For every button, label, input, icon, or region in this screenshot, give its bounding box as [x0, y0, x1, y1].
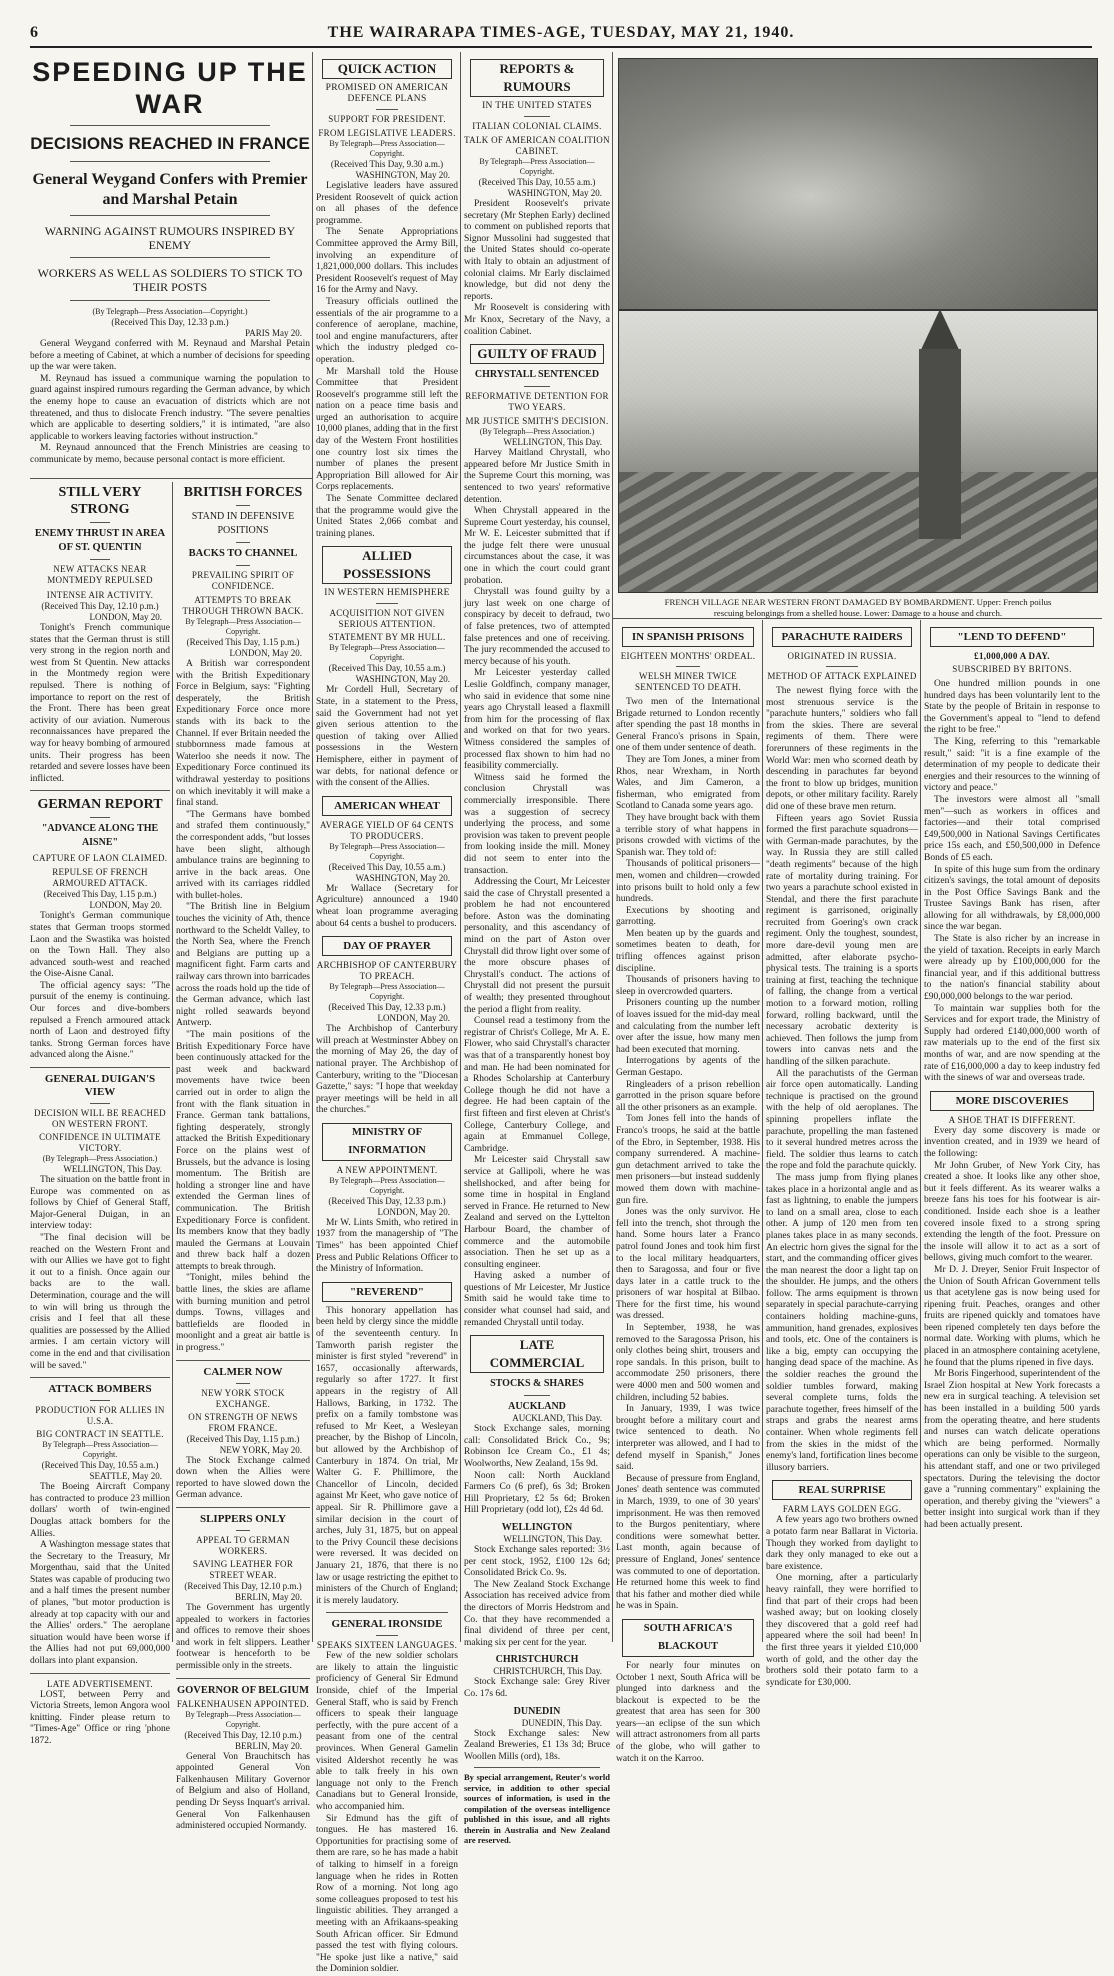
photo-upper-soldiers: [619, 59, 1097, 309]
divider: [236, 565, 250, 566]
attack-bombers-deck-2: BIG CONTRACT IN SEATTLE.: [36, 1429, 164, 1440]
divider: [236, 1383, 250, 1384]
attack-bombers-credit: By Telegraph—Press Association—Copyright.: [42, 1440, 158, 1460]
british-forces-deck-2: BACKS TO CHANNEL: [188, 548, 298, 559]
calmer-now-received: (Received This Day, 1.15 p.m.): [186, 1433, 300, 1444]
paragraph: The Senate Committee declared that the programme would give the United States 2,066 combat and training planes.: [316, 494, 458, 539]
day-of-prayer-deck-1: ARCHBISHOP OF CANTERBURY TO PREACH.: [316, 960, 458, 982]
paragraph: They are Tom Jones, a miner from Rhos, near Wrexham, in North Wales, and Jim Cameron, a fisherman, who emigrated from Scotland to Canada some years ago.: [616, 754, 760, 812]
paragraph: Legislative leaders have assured President Roosevelt of quick action on all phases of the defence programme.: [316, 181, 458, 226]
paragraph: Mr Wallace (Secretary for Agriculture) announced a 1940 wheat loan programme averaging about 64 cents a bushel to producers.: [316, 883, 458, 929]
paragraph: Thousands of political prisoners—men, women and children—crowded into prisons built to hold only a few hundreds.: [616, 859, 760, 905]
paragraph: A few years ago two brothers owned a potato farm near Ballarat in Victoria. Though they worked from daylight to dark they only managed to eke out a bare existence.: [766, 1515, 918, 1572]
caption-line-1: FRENCH VILLAGE NEAR WESTERN FRONT DAMAGED BY BOMBARDMENT. Upper: French poilus: [664, 597, 1052, 607]
reports-rumours-received: (Received This Day, 10.55 a.m.): [478, 177, 596, 187]
auckland-dateline: AUCKLAND, This Day.: [512, 1413, 602, 1424]
paragraph: Mr W. Lints Smith, who retired in 1937 from the managership of "The Times" has been appointed Chief Press and Public Relations Officer to the Ministry of Information.: [316, 1217, 458, 1275]
still-strong-received: (Received This Day, 12.10 p.m.): [41, 601, 159, 611]
paragraph: The mass jump from flying planes takes place in a horizontal angle and as fast as lightning, to enable the jumpers to land on a small area, close to each other. A jump of 120 men from ten planes takes place in as many seconds. An electric horn gives the signal for the start, and the commanding officer gives the man nearest the door a light tap on the shoulder. He jumps, and the others follow. The arms equipment is thrown separately in special parachute-carrying containers holding machine-guns, ammunition, hand grenades, explosives and tools, etc. One of the containers is like a big, empty can occupying the hanging dead space of the machine. As the soldier reaches the ground the soldier tumbles forward, making several complete turns, folds the parachute together, frees himself of the straps and grabs the nearest arms container. When whole regiments fell from the skies in the midst of the enemy's land, fortification lines become illusory barriers.: [766, 1172, 918, 1473]
american-wheat-received: (Received This Day, 10.55 a.m.): [328, 861, 446, 872]
reports-rumours-deck-1: IN THE UNITED STATES: [482, 101, 592, 111]
british-forces-received: (Received This Day, 1.15 p.m.): [186, 637, 300, 647]
paragraph: M. Reynaud has issued a communique warning the population to guard against inspired rumours regarding the German advance, by which the enemy hope to cause an evacuation of districts which are not threatened, and thus to dislocate French industry. "The severe penalties which are applicable to deserting soldiers," it is intimated, "are also applicable to workers leaving factories without instruction.": [30, 373, 310, 442]
late-ad-text: LOST, between Perry and Victoria Streets, lemon Angora wool knitting. Finder please return to "Times-Age" Office or ring 'phone 1872.: [30, 1689, 170, 1746]
paragraph: Counsel read a testimony from the registrar of Christ's College, Mr A. E. Flower, who said Chrystall's character was that of a transparently honest boy and man. He had been nominated for a Rhodes Scholarship at Canterbury College though he did not have a degree. He had been captain of the first fifteen and first eleven at Christ's College, Canterbury College, and again at Emmanuel College, Cambridge.: [464, 1016, 610, 1154]
guilty-fraud-deck-1: CHRYSTALL SENTENCED: [474, 369, 600, 381]
late-commercial-deck-1: STOCKS & SHARES: [490, 1378, 584, 1390]
reports-rumours-credit: By Telegraph—Press Association—Copyright.: [479, 157, 595, 176]
calmer-now-deck-1: NEW YORK STOCK EXCHANGE.: [201, 1387, 285, 1409]
south-africa-headline: SOUTH AFRICA'S BLACKOUT: [622, 1619, 754, 1657]
column-rule: [920, 620, 921, 1642]
quick-action-deck-2: SUPPORT FOR PRESIDENT.: [328, 114, 446, 124]
slippers-deck-2: SAVING LEATHER FOR STREET WEAR.: [192, 1559, 294, 1580]
column-rule: [312, 52, 313, 1642]
column-british: [176, 484, 311, 1832]
paragraph: General Von Brauchitsch has appointed General Von Falkenhausen Military Governor of Belgium and also of Holland, pending Dr Seyss Inquart's arrival. General Von Falkenhausen administered occupied Normandy.: [176, 1751, 310, 1832]
paragraph: A British war correspondent with the British Expeditionary Force in Belgium, says: "Fighting desperately, the British Expeditionary Force once more stands with its back to the Channel. If ever Britain needed the stubbornness made famous at Waterloo she needs it now. The Expeditionary Force continued its withdrawal yesterday to positions on which inevitably it will make a final stand.: [176, 659, 310, 809]
day-of-prayer-credit: By Telegraph—Press Association—Copyright.: [329, 982, 445, 1002]
duigan-deck-2: CONFIDENCE IN ULTIMATE VICTORY.: [39, 1132, 161, 1154]
lead-dateline: PARIS May 20.: [245, 328, 302, 338]
ironside-deck-1: SPEAKS SIXTEEN LANGUAGES.: [316, 1640, 458, 1651]
paragraph: For nearly four minutes on October 1 next, South Africa will be plunged into darkness and the blackout is expected to be the greatest that area has seen for 300 years—an eclipse of the sun which will attract astronomers from all parts of the globe, who will gather to watch it on the Karroo.: [616, 1660, 760, 1764]
church-spire: [919, 309, 961, 354]
quick-action-deck-1: PROMISED ON AMERICAN DEFENCE PLANS: [325, 83, 449, 104]
divider: [176, 1678, 310, 1679]
governor-belgium-received: (Received This Day, 12.10 p.m.): [184, 1729, 302, 1740]
paragraph: A Washington message states that the Secretary to the Treasury, Mr Morgenthau, said that the United States was capable of producing two and a half times the present number of planes, "but motor production is already at top capacity with our and the Allies' orders." The aeroplane situation would have been worse if the Allies had not put 69,000,000 dollars into plant expansion.: [30, 1540, 170, 1667]
divider: [70, 300, 270, 301]
divider: [236, 542, 250, 543]
quick-action-headline: QUICK ACTION: [322, 59, 452, 79]
allied-possessions-dateline: WASHINGTON, May 20.: [355, 674, 450, 685]
divider: [176, 1360, 310, 1361]
paragraph: M. Reynaud announced that the French Ministries are ceasing to communicate by memo, because personal contact is more efficient.: [30, 443, 310, 465]
paragraph: Few of the new soldier scholars are likely to attain the linguistic proficiency of General Sir Edmund Ironside, chief of the Imperial General Staff, who is said by French officers to speak their language perfectly, with the pure accent of a peasant from one of the central provinces. When General Gamelin visited Aldershot recently he was able to talk freely in his own language not only to the French Canadians but to General Ironside, who accompanied him.: [316, 1651, 458, 1812]
paragraph: Two men of the International Brigade returned to London recently after spending the past 18 months in General Franco's prisons in Spain, one of them under sentence of death.: [616, 697, 760, 754]
divider: [236, 1530, 250, 1531]
paragraph: Mr Leicester said Chrystall saw service at Gallipoli, where he was shellshocked, and after being for some time in hospital in England served in France. He returned to New Zealand and served on the Lyttelton Harbour Board, the chamber of commerce and the automobile association. Then he set up as a consulting engineer.: [464, 1155, 610, 1270]
paragraph: They have brought back with them a terrible story of what happens in prisons crowded with victims of the Spanish war. They told of:: [616, 812, 760, 858]
day-of-prayer-received: (Received This Day, 12.33 p.m.): [328, 1002, 446, 1013]
ministry-information-headline: MINISTRY OF INFORMATION: [322, 1123, 452, 1161]
paragraph: All the parachutists of the German air force open automatically. Landing technique is practised on the ground with the help of old aeroplanes. The spinning propellers inflate the parachute, propelling the man fastened to it several hundred metres across the field. The soldier thus learns to catch the rope and fold the parachute quickly.: [766, 1068, 918, 1172]
british-forces-headline: BRITISH FORCES: [183, 485, 303, 500]
divider: [376, 109, 398, 110]
paragraph: The newest flying force with the most strenuous service is the "parachute hunters," soldiers who fall from the skies. There are several regiments of them. There were forerunners of these regiments in the World War: men who scorned death by descending in parachutes far beyond the front to blow up bridges, munition depots, or other military facility. Rarely did one of these brave men return.: [766, 686, 918, 812]
divider: [474, 1767, 600, 1768]
governor-belgium-headline: GOVERNOR OF BELGIUM: [176, 1684, 310, 1696]
divider: [70, 125, 270, 126]
paragraph: Mr Boris Fingerhood, superintendent of the Israel Zion hospital at New York forecasts a new era in surgical teaching. A television set has been installed in a building 500 yards from the operating theatre, and here students and nurses can watch delicate operations which are being performed. Normally operations can only be visible to the surgeon, his attendant staff, and one or two privileged spectators. During the televising the doctor gave a "running commentary" explaining the operation, and thereby giving the "viewers" a better insight into surgical work than if they had been actually present.: [924, 1369, 1100, 1530]
divider: [524, 1395, 550, 1396]
paragraph: The Stock Exchange calmed down when the Allies were reported to have slowed down the German advance.: [176, 1455, 310, 1501]
guilty-fraud-deck-3: MR JUSTICE SMITH'S DECISION.: [465, 416, 609, 427]
paragraph: "The main positions of the British Expeditionary Force have been continuously attacked for the past week and backward movements have twice been carried out in order to align the front with the flank situation in France. German tank battalions, fighting desperately, strongly attacked the British Expeditionary Force on the plains west of Brussels, but the advance is losing momentum. The British are holding a stronger line and have extended the German lines of communication. The British Expeditionary Force is confident. Its members know that they badly mauled the Germans at Louvain and threw back half a dozen attempts to break through.: [176, 1030, 310, 1272]
paragraph: Stock Exchange sales: New Zealand Breweries, £1 13s 3d; Bruce Woollen Mills (ord), 18s.: [464, 1728, 610, 1762]
still-strong-deck-3: INTENSE AIR ACTIVITY.: [46, 590, 154, 600]
guilty-fraud-headline: GUILTY OF FRAUD: [470, 344, 604, 364]
paragraph: The State is also richer by an increase in the yield of taxation. Receipts in early March were already up by £100,000,000 for the financial year, and if this additional buttress to the nation's financial stability about £90,000,000 belongs to the war period.: [924, 934, 1100, 1003]
attack-bombers-received: (Received This Day, 10.55 a.m.): [41, 1460, 159, 1471]
reports-rumours-headline: REPORTS & RUMOURS: [470, 59, 604, 97]
allied-possessions-headline: ALLIED POSSESSIONS: [322, 546, 452, 584]
paragraph: The situation on the battle front in Europe was commented on as follows by Chief of General Staff, Major-General Duigan, in an interview today:: [30, 1175, 170, 1232]
paragraph: The New Zealand Stock Exchange Association has received advice from the directors of Morris Hedstrom and Co. that they have recommended a final dividend of three per cent, making six per cent for the year.: [464, 1579, 610, 1648]
paragraph: "The British line in Belgium touches the vicinity of Ath, thence northward to the Scheldt Valley, to the North Sea, where the French and Belgians are putting up a magnificent fight. Farm carts and railway cars thrown into barricades across the roads hold up the tide of the German advance, which last night rolled seawards beyond Antwerp.: [176, 902, 311, 1029]
calmer-now-dateline: NEW YORK, May 20.: [219, 1444, 302, 1455]
guilty-fraud-dateline: WELLINGTON, This Day.: [503, 437, 602, 448]
paragraph: Tonight's French communique states that the German thrust is still very strong in the region north and west from St Quentin. New attacks in the Montmedy region were repulsed. There is nothing of importance to report on the rest of the Front. There has been great activity of our aviation. Numerous reconnaissances have prepared the way for heavy bombing of armoured units. Their progress has been retarded and severe losses have been inflicted.: [30, 623, 170, 784]
paragraph: The Government has urgently appealed to workers in factories and offices to remove their shoes and work in felt slippers. Leather footwear is henceforth to be permissible only in the streets.: [176, 1603, 310, 1671]
slippers-headline: SLIPPERS ONLY: [199, 1513, 287, 1525]
ministry-information-received: (Received This Day, 12.33 p.m.): [328, 1195, 446, 1206]
american-wheat-deck-1: AVERAGE YIELD OF 64 CENTS TO PRODUCERS.: [319, 819, 454, 841]
german-report-dateline: LONDON, May 20.: [89, 900, 162, 911]
ministry-information-deck-1: A NEW APPOINTMENT.: [336, 1164, 438, 1175]
divider: [90, 1103, 110, 1104]
lead-deck-1: DECISIONS REACHED IN FRANCE: [30, 134, 310, 153]
paragraph: Thousands of prisoners having to sleep in overcrowded quarters.: [616, 975, 760, 997]
divider: [524, 386, 550, 387]
divider: [30, 1067, 170, 1068]
lead-deck-4: WORKERS AS WELL AS SOLDIERS TO STICK TO THEIR POSTS: [37, 266, 303, 294]
ministry-information-dateline: LONDON, May 20.: [377, 1206, 450, 1217]
paragraph: Mr Marshall told the House Committee that President Roosevelt's programme still left the nation on a peace time basis and urged an authorisation to acquire 10,000 planes, adding that in the first day of the Western Front hostilities one country lost six times the number of planes the present Appropriation Bill allowed for Air Corps replacements.: [316, 366, 458, 493]
paragraph: "Tonight, miles behind the battle lines, the skies are aflame with burning munition and petrol dumps. Towns, villages and battlefields are flooded in moonlight and a great air battle is in progress.": [176, 1273, 310, 1354]
reports-rumours-deck-3: TALK OF AMERICAN COALITION CABINET.: [464, 135, 610, 156]
column-rule: [612, 52, 613, 1642]
dunedin-heading: DUNEDIN: [513, 1705, 561, 1717]
column-left: [30, 484, 170, 1746]
column-rule: [762, 620, 763, 1642]
quick-action-received: (Received This Day, 9.30 a.m.): [330, 159, 444, 169]
american-wheat-credit: By Telegraph—Press Association—Copyright.: [329, 841, 445, 861]
divider: [236, 505, 250, 506]
parachute-deck-1: ORIGINATED IN RUSSIA.: [787, 651, 897, 661]
late-commercial-headline: LATE COMMERCIAL: [470, 1335, 604, 1373]
quick-action-dateline: WASHINGTON, May 20.: [355, 170, 450, 180]
divider: [30, 790, 170, 791]
duigan-dateline: WELLINGTON, This Day.: [63, 1164, 162, 1175]
lead-received: (Received This Day, 12.33 p.m.): [111, 317, 229, 327]
photo-caption: [618, 597, 1098, 619]
day-of-prayer-dateline: LONDON, May 20.: [377, 1013, 450, 1024]
paragraph: Treasury officials outlined the essentials of the air programme to a conference of aeroplane, machine, tool and engine manufacturers, after which the industry pledged co-operation.: [316, 296, 458, 365]
paragraph: In spite of this huge sum from the ordinary citizen's savings, the total amount of deposits in the Post Office Savings Bank and the Trustee Savings Bank has risen, after allowing for all withdrawals, by £8,000,000 since the war began.: [924, 864, 1100, 933]
paragraph: In January, 1939, I was twice brought before a military court and twice sentenced to death. No interpreter was allowed, and I had to defend myself in Spanish," Jones said.: [616, 1404, 760, 1473]
british-forces-credit: By Telegraph—Press Association—Copyright.: [185, 617, 301, 636]
paragraph: "The final decision will be reached on the Western Front and with our Allies we have got to fight it out to a finish. Once again our backs are to the wall. Determination, courage and the will to win will bring us through the crisis and I feel that all these qualities are possessed by the Allied armies. I am certain victory will come in the end and that civilisation will be saved.": [30, 1233, 170, 1371]
wellington-heading: WELLINGTON: [501, 1522, 573, 1533]
still-strong-headline: STILL VERY STRONG: [58, 485, 142, 517]
divider: [376, 603, 398, 604]
christchurch-dateline: CHRISTCHURCH, This Day.: [493, 1666, 602, 1677]
duigan-headline: GENERAL DUIGAN'S VIEW: [44, 1073, 156, 1099]
paragraph: Executions by shooting and garrotting.: [616, 905, 760, 928]
paragraph: Mr Cordell Hull, Secretary of State, in a statement to the Press, said the Government had not yet given serious attention to the question of taking over Allied possessions in the Western Hemisphere, either in payment of war debts, for national defence or with the consent of the Allies.: [316, 685, 458, 789]
calmer-now-deck-2: ON STRENGTH OF NEWS FROM FRANCE.: [188, 1411, 298, 1433]
lead-deck-3: WARNING AGAINST RUMOURS INSPIRED BY ENEMY: [44, 224, 296, 252]
day-of-prayer-headline: DAY OF PRAYER: [322, 936, 452, 956]
paragraph: Mr John Gruber, of New York City, has created a shoe. It looks like any other shoe, but it feels different. As its wearer walks a breeze fans his toes for his footwear is air-conditioned. Inside each shoe is a leather covered insole fixed to a strong spring extending the length of the foot. Pressure on the insole will allow it to act as a sort of bellows, giving much comfort to the wearer.: [924, 1160, 1100, 1264]
reverend-headline: "REVEREND": [322, 1282, 452, 1302]
divider: [826, 666, 858, 667]
divider: [90, 522, 110, 523]
column-quick-action: [316, 56, 458, 1975]
paragraph: Mr Roosevelt is considering with Mr Knox, Secretary of the Navy, a coalition Cabinet.: [464, 303, 610, 337]
governor-belgium-dateline: BERLIN, May 20.: [235, 1740, 302, 1751]
lend-defend-deck-1: £1,000,000 A DAY.: [974, 651, 1050, 661]
spanish-prisons-deck-2: WELSH MINER TWICE SENTENCED TO DEATH.: [634, 671, 742, 692]
paragraph: Every day some discovery is made or invention created, and in 1939 we heard of the following:: [924, 1125, 1100, 1159]
paragraph: Witness said he formed the conclusion Chrystall was commercially irresponsible. There was a suggestion of secrecy underlying the process, and some provision was taken to prevent people from looking inside the mill. Money did not seem to enter into the transaction.: [464, 772, 610, 876]
american-wheat-headline: AMERICAN WHEAT: [322, 796, 452, 816]
caption-line-2: rescuing belongings from a shelled house. Lower: Damage to a house and church.: [713, 608, 1003, 618]
divider: [90, 817, 110, 818]
slippers-deck-1: APPEAL TO GERMAN WORKERS.: [196, 1535, 290, 1556]
divider: [70, 257, 270, 258]
real-surprise-headline: REAL SURPRISE: [772, 1480, 912, 1500]
duigan-deck-1: DECISION WILL BE REACHED ON WESTERN FRONT.: [34, 1108, 166, 1130]
paragraph: Stock Exchange sales reported: 3½ per cent stock, 1952, £100 12s 6d; Consolidated Brick Co. 9s.: [464, 1545, 610, 1579]
slippers-dateline: BERLIN, May 20.: [235, 1592, 302, 1602]
divider: [376, 1635, 398, 1636]
paragraph: Having asked a number of questions of Mr Leicester, Mr Justice Smith said he would take time to consider what counsel had said, and remanded Chrystall until today.: [464, 1271, 610, 1328]
late-ad-headline: LATE ADVERTISEMENT.: [47, 1678, 153, 1689]
more-discoveries-deck-1: A SHOE THAT IS DIFFERENT.: [948, 1114, 1076, 1125]
ministry-information-credit: By Telegraph—Press Association—Copyright.: [329, 1175, 445, 1195]
column-rule: [172, 482, 173, 1642]
guilty-fraud-credit: (By Telegraph—Press Association.): [479, 427, 595, 437]
paragraph: The official agency says: "The pursuit of the enemy is continuing. Our forces and dive-bombers repulsed a French armoured attack north of Laon and destroyed fifty tanks. Strong German forces have advanced along the Aisne.": [30, 980, 170, 1061]
german-report-received: (Received This Day, 1.15 p.m.): [43, 889, 157, 900]
british-forces-deck-3: PREVAILING SPIRIT OF CONFIDENCE.: [191, 570, 295, 591]
paragraph: The Archbishop of Canterbury will preach at Westminster Abbey on the morning of May 26, the day of national prayer. The Archbishop of Canterbury, writing to the "Diocesan Gazette," says: "I hope that weekday prayer meetings will be held in all the churches.": [316, 1024, 458, 1116]
attack-bombers-dateline: SEATTLE, May 20.: [89, 1471, 162, 1482]
paragraph: Jones was the only survivor. He fell into the trench, shot through the hand. Some hours later a Franco patrol found Jones and took him first to the local military headquarters, then to Saragossa, and four or five days later in a cattle truck to the prisoners of war hospital at Bilbao. There for the first time, his wound was dressed.: [616, 1207, 760, 1322]
duigan-credit: (By Telegraph—Press Association.): [42, 1154, 158, 1164]
paragraph: Sir Edmund has the gift of tongues. He has mastered 16. Opportunities for practising some of them are rare, so he has made a habit of talking to himself in a foreign language when he rides in Rotten Row of a morning. Not long ago some colleagues proposed to test his linguistic abilities. They arranged a meeting with an Afrikaans-speaking South African officer. Sir Edmund passed the test with flying colours. "He spoke just like a native," said the Dominion soldier.: [316, 1813, 458, 1975]
divider: [524, 116, 550, 117]
masthead: [30, 22, 1092, 48]
lead-credit: (By Telegraph—Press Association—Copyright.): [92, 307, 248, 316]
paragraph: "The Germans have bombed and strafed them continuously," the correspondent adds, "but losses have been slight, although ambulance trains are beginning to arrive in the back areas. One arrived with its carriages riddled with bullet-holes.: [176, 809, 310, 901]
photo-rubble: [619, 472, 1097, 592]
paragraph: The King, referring to this "remarkable result," said: "it is a fine example of the determination of my people to dedicate their energies and their resources to the winning of victory and peace.": [924, 736, 1100, 794]
war-photo: [618, 58, 1098, 593]
allied-possessions-deck-2: ACQUISITION NOT GIVEN SERIOUS ATTENTION.: [329, 608, 445, 630]
paragraph: To maintain war supplies both for the Services and for export trade, the Ministry of Supply had ordered £140,000,000 worth of raw materials up to the end of the first six months of war, and are now spending at the rate of £16,000,000 a day to keep industry fed with the sinews of war and overseas trade.: [924, 1003, 1100, 1084]
column-reports: [464, 56, 610, 1846]
divider: [176, 1507, 310, 1508]
reports-rumours-dateline: WASHINGTON, May 20.: [507, 188, 602, 198]
wellington-dateline: WELLINGTON, This Day.: [503, 1534, 602, 1544]
still-strong-dateline: LONDON, May 20.: [89, 612, 162, 622]
quick-action-deck-3: FROM LEGISLATIVE LEADERS.: [318, 128, 456, 138]
newspaper-title: THE WAIRARAPA TIMES-AGE, TUESDAY, MAY 21, 1940.: [327, 24, 795, 41]
divider: [70, 161, 270, 162]
section-rule: [30, 478, 312, 479]
lead-story: [30, 56, 310, 476]
calmer-now-headline: CALMER NOW: [203, 1365, 283, 1378]
paragraph: Ringleaders of a prison rebellion garrotted in the prison square before all the other prisoners as an example.: [616, 1079, 760, 1113]
divider: [90, 1400, 110, 1401]
lead-body: [30, 339, 310, 467]
guilty-fraud-deck-2: REFORMATIVE DETENTION FOR TWO YEARS.: [465, 391, 609, 413]
lend-defend-headline: "LEND TO DEFEND": [930, 627, 1094, 647]
allied-possessions-credit: By Telegraph—Press Association—Copyright.: [329, 643, 445, 663]
column-rule: [460, 52, 461, 1642]
paragraph: This honorary appellation has been held by clergy since the middle of the seventeenth century. In Tamworth parish register the minister is first styled "reverend" in 1657, occasionally afterwards, regularly so after 1727. It first appears in the registry of All Hallows, Barking, in 1732. The prefix on a family tombstone was refused to Mr Keet, a Wesleyan preacher, by the Bishop of Lincoln, but allowed by the Archbishop of Canterbury in 1874. On trial, Mr Walter G. F. Phillimore, the Chancellor of Lincoln, decided against Mr Keet, who gave notice of appeal. Sir R. Phillimore gave a similar decision in the court of arches, July 31, 1875, but on appeal to the Privy Council these decisions were reversed. It was decided on January 21, 1876, that there is no law or usage restricting the epithet to ministers of the Church of England; it is merely laudatory.: [316, 1305, 458, 1606]
allied-possessions-deck-3: STATEMENT BY MR HULL.: [328, 632, 446, 643]
governor-belgium-credit: By Telegraph—Press Association—Copyright.: [185, 1709, 301, 1729]
paragraph: In September, 1938, he was removed to the Saragossa Prison, his only clothes being shirt, trousers and rope sandals. In this prison, built to accommodate 250 prisoners, there were 4000 men and 500 women and children, including 52 babies.: [616, 1323, 760, 1403]
christchurch-heading: CHRISTCHURCH: [495, 1654, 579, 1666]
reuters-note: By special arrangement, Reuter's world service, in addition to other special sources of information, is used in the compilation of the overseas intelligence published in this issue, and all rights therein in Australia and New Zealand are reserved.: [464, 1772, 610, 1846]
divider: [70, 215, 270, 216]
divider: [676, 666, 700, 667]
quick-action-credit: By Telegraph—Press Association—Copyright.: [329, 139, 445, 158]
governor-belgium-deck-1: FALKENHAUSEN APPOINTED.: [176, 1698, 310, 1709]
attack-bombers-headline: ATTACK BOMBERS: [48, 1383, 152, 1396]
more-discoveries-headline: MORE DISCOVERIES: [930, 1091, 1094, 1111]
ironside-headline: GENERAL IRONSIDE: [331, 1618, 443, 1631]
paragraph: Interrogations by agents of the German Gestapo.: [616, 1056, 760, 1078]
paragraph: Men beaten up by the guards and sometimes beaten to death, for trifling offences against prison discipline.: [616, 928, 760, 974]
paragraph: The investors were almost all "small men"—such as workers in offices and factories—and their total comprised £49,500,000 in National Savings Certificates price 15s each, and £50,500,000 in Defence Bonds of £5 each.: [924, 794, 1100, 863]
german-report-deck-3: REPULSE OF FRENCH ARMOURED ATTACK.: [52, 867, 148, 889]
paragraph: President Roosevelt's private secretary (Mr Stephen Early) declined to comment on published reports that Signor Mussolini had suggested that the United States should co-operate with Italy to obtain an adjustment of colonial claims. Mr Early disclaimed knowledge, but did not deny the reports.: [464, 199, 610, 302]
still-strong-deck-2: NEW ATTACKS NEAR MONTMEDY REPULSED: [47, 564, 153, 585]
divider: [90, 559, 110, 560]
paragraph: Fifteen years ago Soviet Russia formed the first parachute squadrons—with German-made parachutes, by the way. In Russia they are still called "death regiments" because of the high rate of mortality during training. For two years a parachute school existed in Stendal, and there the first parachute regiment is garrisoned, originally recruited from Goering's own crack regiment. Only the toughest, soundest, more dare-devil young men are admitted, after elaborate psycho-physical tests. The training is a sports training at first, teaching the technique of falling, the change from a vertical motion to a forward motion, rolling forward, rolling backward, until the necessary acrobatic dexterity is achieved. Then follows the jump from towers into canvas nets and the handling of the silken parachute.: [766, 813, 918, 1067]
paragraph: When Chrystall appeared in the Supreme Court yesterday, his counsel, Mr W. E. Leicester submitted that if the judge felt there were unusual circumstances about the case, it was one in which the court could grant probation.: [464, 506, 610, 586]
auckland-heading: AUCKLAND: [508, 1401, 566, 1413]
paragraph: Tonight's German communique states that German troops stormed Laon and the Swastika was hoisted on the Town Hall. They also advanced south-west and reached the Oise-Aisne Canal.: [30, 911, 170, 980]
column-lend-to-defend: [924, 624, 1100, 1644]
paragraph: Noon call: North Auckland Farmers Co (6 pref), 6s 3d; Broken Hill Proprietary, £2 5s 6d; Broken Hill Proprietary (odd lot), £2s 4d 6d.: [464, 1470, 610, 1516]
paragraph: Prisoners counting up the number of loaves issued for the mid-day meal and calculating from the number left over after the issue, how many men had been executed that morning.: [616, 998, 760, 1055]
paragraph: The Boeing Aircraft Company has contracted to produce 23 million dollars' worth of twin-engined Douglas attack bombers for the Allies.: [30, 1482, 170, 1539]
divider: [30, 1673, 170, 1674]
paragraph: One hundred million pounds in one hundred days has been voluntarily lent to the State by the people of Britain in response to the Government's appeal to "lend to defend the right to be free.": [924, 679, 1100, 736]
paragraph: Tom Jones fell into the hands of Franco's troops, he said at the battle of the Ebro, in September, 1938. His company surrendered. A machine-gun detachment arrived to take the men prisoners—but instead suddenly mowed them down with machine-gun fire.: [616, 1114, 760, 1206]
paragraph: Chrystall was found guilty by a jury last week on one charge of conspiracy by deceit to defraud, two of false pretences, two of attempted false pretences and one of receiving. The jury recommended the accused to mercy because of his youth.: [464, 587, 610, 667]
spanish-prisons-deck-1: EIGHTEEN MONTHS' ORDEAL.: [620, 651, 756, 661]
paragraph: One morning, after a particularly heavy rainfall, they were horrified to find that part of their crops had been washed away; but on looking closely they discovered that a gold reef had appeared where the soil had been! In the first three years it yielded £10,000 worth of gold, and the other day the brothers sold their potato farm to a syndicate for £30,000.: [766, 1573, 918, 1688]
lead-headline: SPEEDING UP THE WAR: [32, 57, 308, 119]
paragraph: The Senate Appropriations Committee approved the Army Bill, involving an expenditure of 1,821,000,000 dollars. This includes President Roosevelt's request of May 16 for the Army and Navy.: [316, 227, 458, 296]
british-forces-deck-1: STAND IN DEFENSIVE POSITIONS: [191, 511, 295, 536]
paragraph: Harvey Maitland Chrystall, who appeared before Mr Justice Smith in the Supreme Court this morning, was sentenced to two years' reformative detention.: [464, 448, 610, 505]
reports-rumours-deck-2: ITALIAN COLONIAL CLAIMS.: [472, 121, 602, 131]
german-report-deck-2: CAPTURE OF LAON CLAIMED.: [32, 853, 168, 864]
paragraph: Stock Exchange sale: Grey River Co. 17s 6d.: [464, 1677, 610, 1699]
lend-defend-deck-2: SUBSCRIBED BY BRITONS.: [952, 664, 1072, 674]
lead-deck-2: General Weygand Confers with Premier and Marshal Petain: [32, 171, 308, 208]
allied-possessions-deck-1: IN WESTERN HEMISPHERE: [324, 588, 450, 599]
divider: [326, 1612, 448, 1613]
paragraph: Mr D. J. Dreyer, Senior Fruit Inspector of the Union of South African Government tells us that acetylene gas is now being used for ripening fruit. Peaches, oranges and other fruits are ripened quickly and tomatoes have been ripened completely ten days before the normal date. Working with plums, which he placed in an atmosphere containing acetylene, he found that the plums ripened in five days.: [924, 1264, 1100, 1368]
spanish-prisons-headline: IN SPANISH PRISONS: [622, 627, 754, 647]
american-wheat-dateline: WASHINGTON, May 20.: [355, 872, 450, 883]
real-surprise-deck-1: FARM LAYS GOLDEN EGG.: [782, 1504, 902, 1515]
page-number: 6: [30, 24, 38, 41]
british-forces-dateline: LONDON, May 20.: [229, 648, 302, 658]
column-parachute: [766, 624, 918, 1688]
paragraph: Addressing the Court, Mr Leicester said the case of Chrystall presented a problem he had not encountered before. Aston was the dominating personality, and this ascendancy of mind on the part of Aston over Chrystall did throw light over some of the more obscure phases of Chrystall's conduct. The actions of Chrystall did not present the pursuit of wealth; they presented throughout the period a flight from reality.: [464, 877, 610, 1015]
dunedin-dateline: DUNEDIN, This Day.: [521, 1717, 602, 1728]
parachute-headline: PARACHUTE RAIDERS: [772, 627, 912, 647]
paragraph: Mr Leicester yesterday called Leslie Goldfinch, company manager, who said in evidence that some nine years ago Chrystall leased a flaxmill from him for the processing of flax and worked on that for two years. Witness considered the samples of processed flax shown to him had no feasibility commercially.: [464, 668, 610, 772]
slippers-received: (Received This Day, 12.10 p.m.): [184, 1581, 302, 1591]
still-strong-deck-1: ENEMY THRUST IN AREA OF ST. QUENTIN: [34, 528, 166, 553]
paragraph: General Weygand conferred with M. Reynaud and Marshal Petain before a meeting of Cabinet, at which a number of decisions for speeding up the war were taken.: [30, 339, 310, 373]
attack-bombers-deck-1: PRODUCTION FOR ALLIES IN U.S.A.: [35, 1405, 165, 1427]
german-report-deck-1: "ADVANCE ALONG THE AISNE": [41, 823, 159, 849]
church-tower: [919, 349, 961, 539]
german-report-headline: GERMAN REPORT: [37, 797, 163, 813]
paragraph: Stock Exchange sales, morning call: Consolidated Brick Co., 9s; Robinson Ice Cream Co., £1 4s; Woolworths, New Zealand, 15s 9d.: [464, 1424, 610, 1470]
divider: [30, 1377, 170, 1378]
column-spanish-prisons: [616, 624, 760, 1764]
allied-possessions-received: (Received This Day, 10.55 a.m.): [328, 663, 446, 674]
british-forces-deck-4: ATTEMPTS TO BREAK THROUGH THROWN BACK.: [182, 595, 304, 616]
parachute-deck-2: METHOD OF ATTACK EXPLAINED: [767, 671, 917, 681]
paragraph: Because of pressure from England, Jones' death sentence was commuted in March, 1939, to one of 30 years' imprisonment. He was then removed to the Burgos penitentiary, where conditions were somewhat better. Last month, again because of pressure of England, Jones' sentence was commuted to one of deportation. He returned home this week to find that his father and mother died while he was in Spain.: [616, 1473, 760, 1612]
